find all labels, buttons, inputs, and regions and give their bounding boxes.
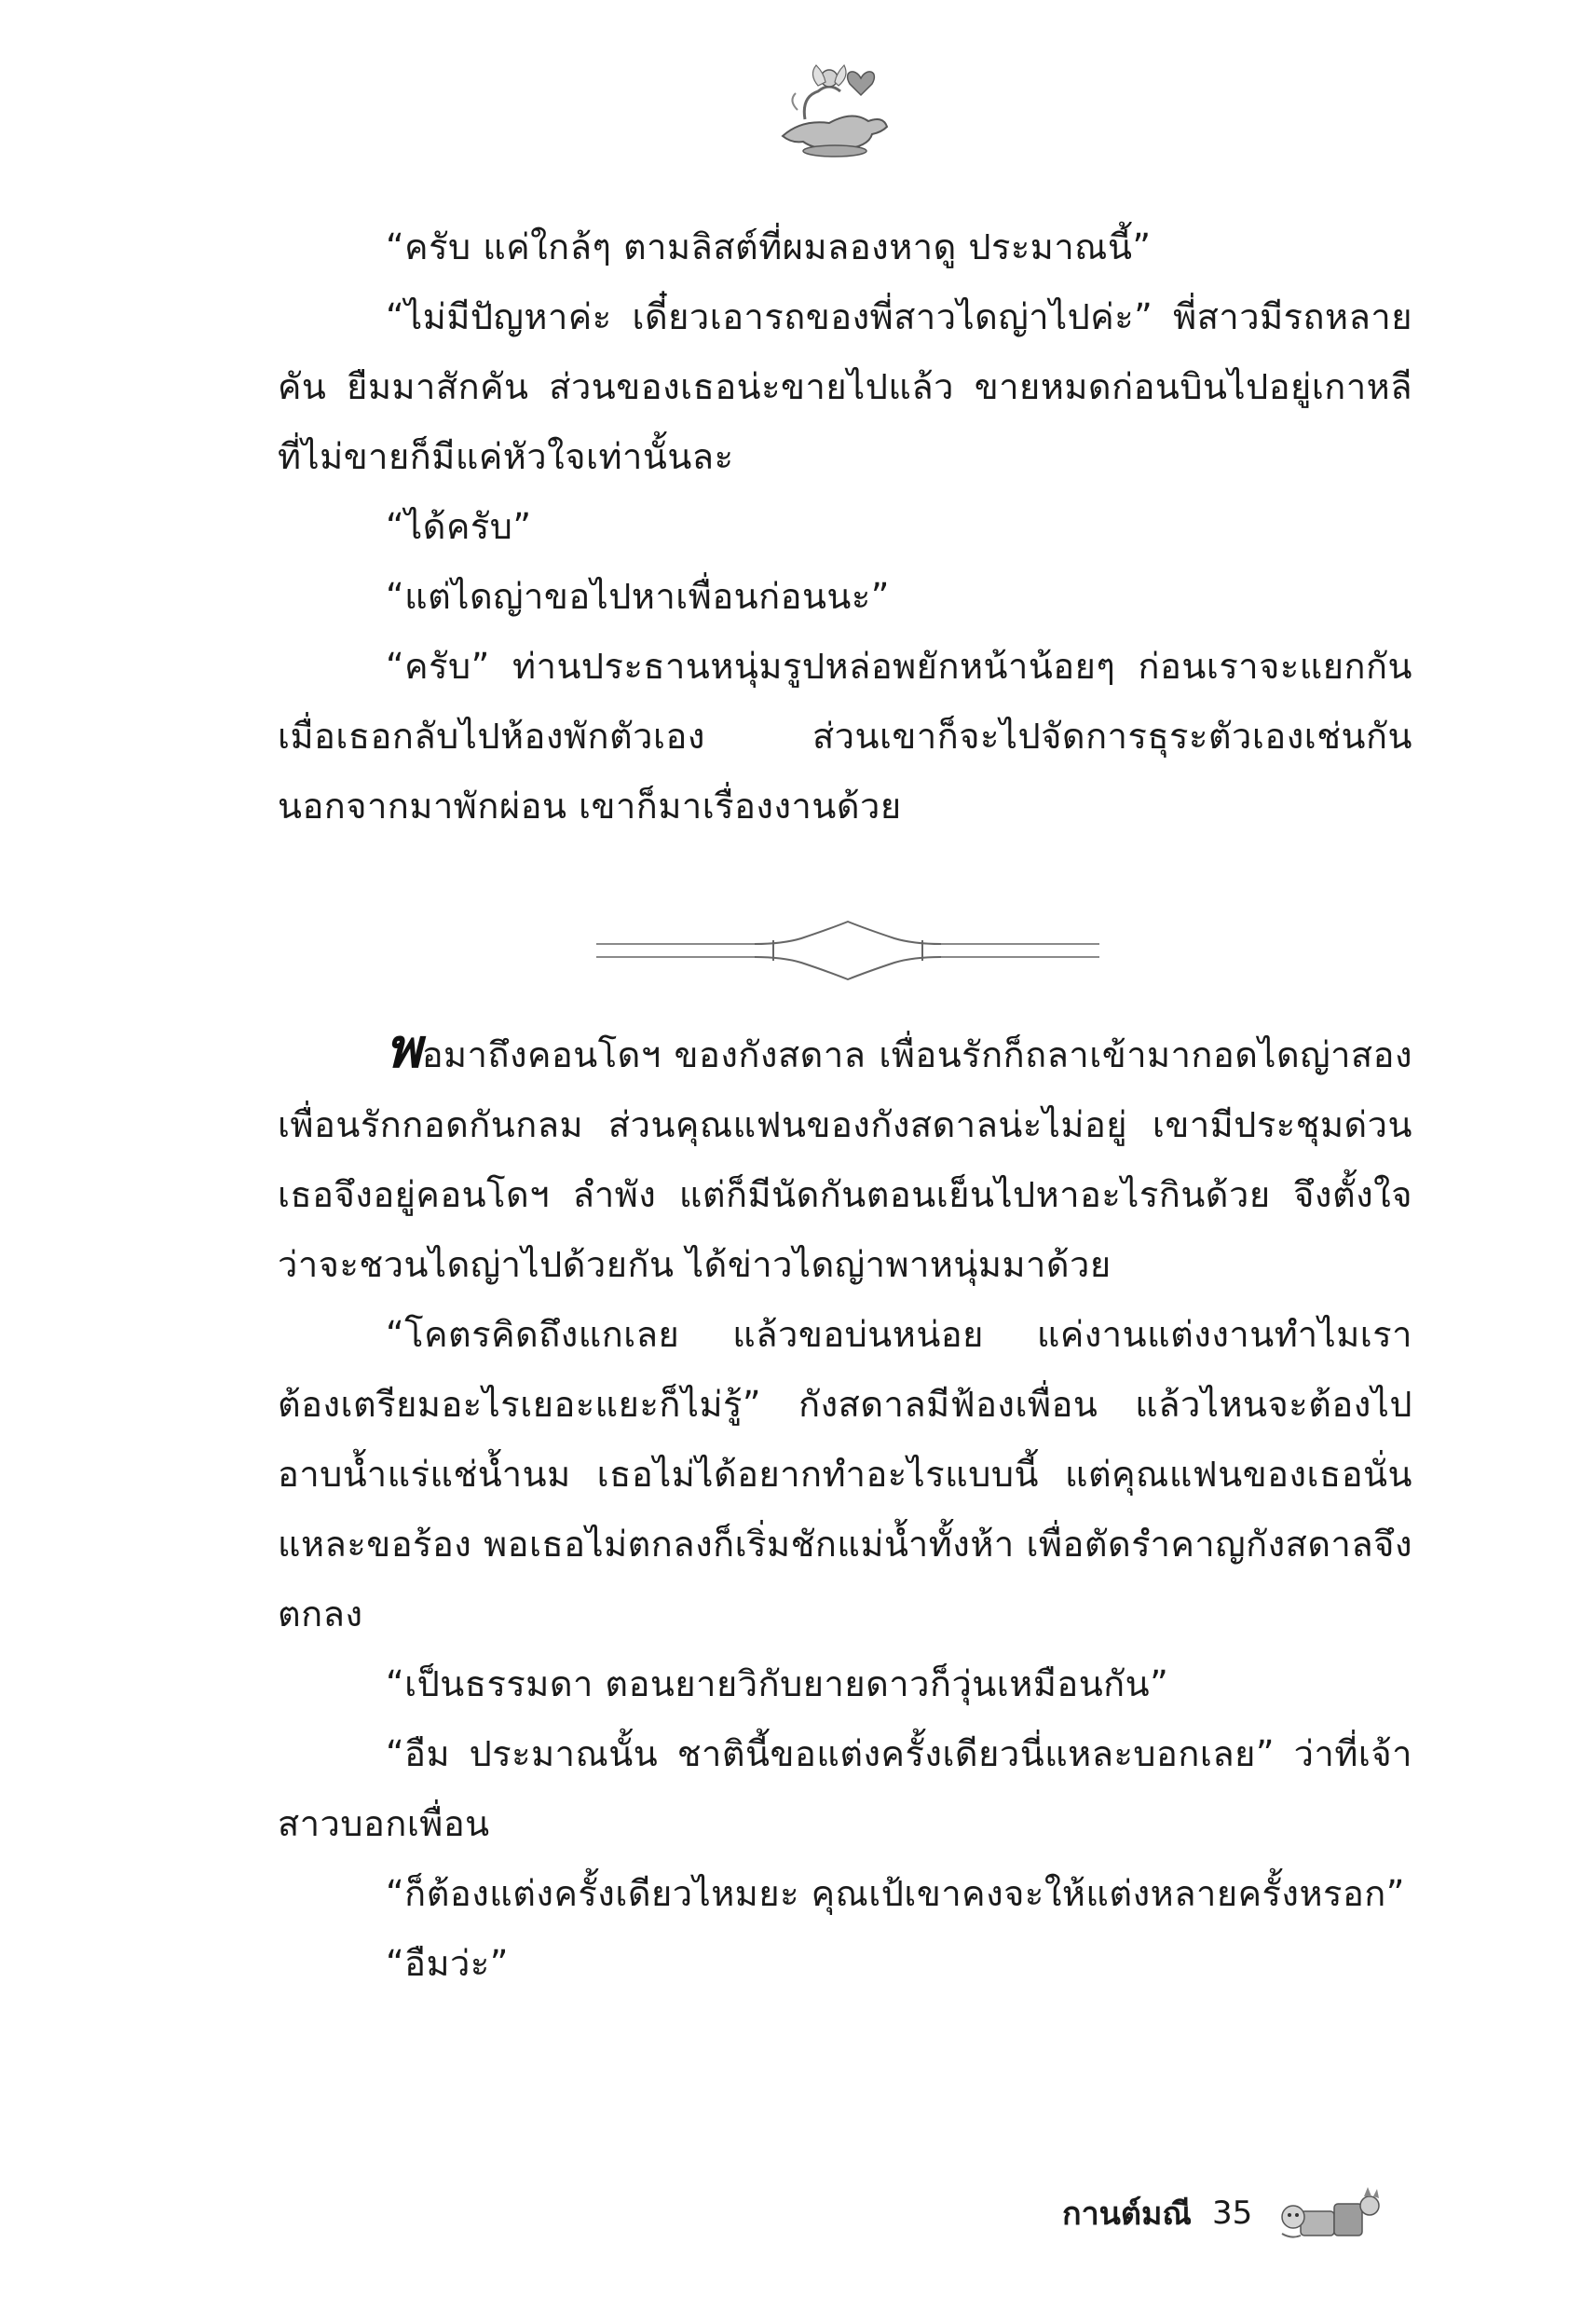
opening-paragraph — [278, 1017, 1412, 1300]
text-section-top — [278, 212, 1412, 841]
text-section-bottom — [278, 1017, 1412, 1999]
paragraph: “ครับ” ท่านประธานหนุ่มรูปหล่อพยักหน้าน้อยๆ ก่อนเราจะแยกกัน เมื่อเธอกลับไปห้องพักตัวเอง ส่วนเขาก็จะไปจัดการธุระตัวเองเช่นกัน นอกจากมาพักผ่อน เขาก็มาเรื่องงานด้วย — [278, 646, 1412, 827]
magic-lamp-cupid-icon — [764, 54, 904, 166]
paragraph: “โคตรคิดถึงแกเลย แล้วขอบ่นหน่อย แค่งานแต่งงานทำไมเราต้องเตรียมอะไรเยอะแยะก็ไม่รู้” กังสดาลมีฟ้องเพื่อน แล้วไหนจะต้องไปอาบน้ำแร่แช่น้ำนม เธอไม่ได้อยากทำอะไรแบบนี้ แต่คุณแฟนของเธอนั่นแหละขอร้อง พอเธอไม่ตกลงก็เริ่มชักแม่น้ำทั้งห้า เพื่อตัดรำคาญกังสดาลจึงตกลง — [278, 1314, 1412, 1634]
drop-cap: พ — [386, 1017, 422, 1080]
opening-paragraph-text: อมาถึงคอนโดฯ ของกังสดาล เพื่อนรักก็ถลาเข้ามากอดไดญ่าสองเพื่อนรักกอดกันกลม ส่วนคุณแฟนของกังสดาลน่ะไม่อยู่ เขามีประชุมด่วน เธอจึงอยู่คอนโดฯ ลำพัง แต่ก็มีนัดกันตอนเย็นไปหาอะไรกินด้วย จึงตั้งใจว่าจะชวนไดญ่าไปด้วยกัน ได้ข่าวไดญ่าพาหนุ่มมาด้วย — [278, 1034, 1412, 1285]
paragraph: “แต่ไดญ่าขอไปหาเพื่อนก่อนนะ” — [386, 576, 890, 617]
cartoon-animals-icon — [1273, 2183, 1385, 2243]
page-footer — [1062, 2185, 1453, 2241]
paragraph: “อืม ประมาณนั้น ชาตินี้ขอแต่งครั้งเดียวนี่แหละบอกเลย” ว่าที่เจ้าสาวบอกเพื่อน — [278, 1733, 1412, 1844]
paragraph: “อืมว่ะ” — [386, 1943, 509, 1984]
paragraph: “ครับ แค่ใกล้ๆ ตามลิสต์ที่ผมลองหาดู ประมาณนี้” — [386, 226, 1152, 267]
ornamental-divider-icon — [596, 918, 1099, 983]
page-number: 35 — [1211, 2195, 1253, 2232]
paragraph: “ก็ต้องแต่งครั้งเดียวไหมยะ คุณเป้เขาคงจะให้แต่งหลายครั้งหรอก” — [386, 1873, 1405, 1914]
paragraph: “เป็นธรรมดา ตอนยายวิกับยายดาวก็วุ่นเหมือนกัน” — [386, 1663, 1169, 1704]
paragraph: “ไม่มีปัญหาค่ะ เดี๋ยวเอารถของพี่สาวไดญ่าไปค่ะ” พี่สาวมีรถหลายคัน ยืมมาสักคัน ส่วนของเธอน่ะขายไปแล้ว ขายหมดก่อนบินไปอยู่เกาหลี ที่ไม่ขายก็มีแค่หัวใจเท่านั้นละ — [278, 296, 1412, 477]
paragraph: “ได้ครับ” — [386, 506, 532, 547]
book-title: กานต์มณี — [1062, 2195, 1192, 2233]
